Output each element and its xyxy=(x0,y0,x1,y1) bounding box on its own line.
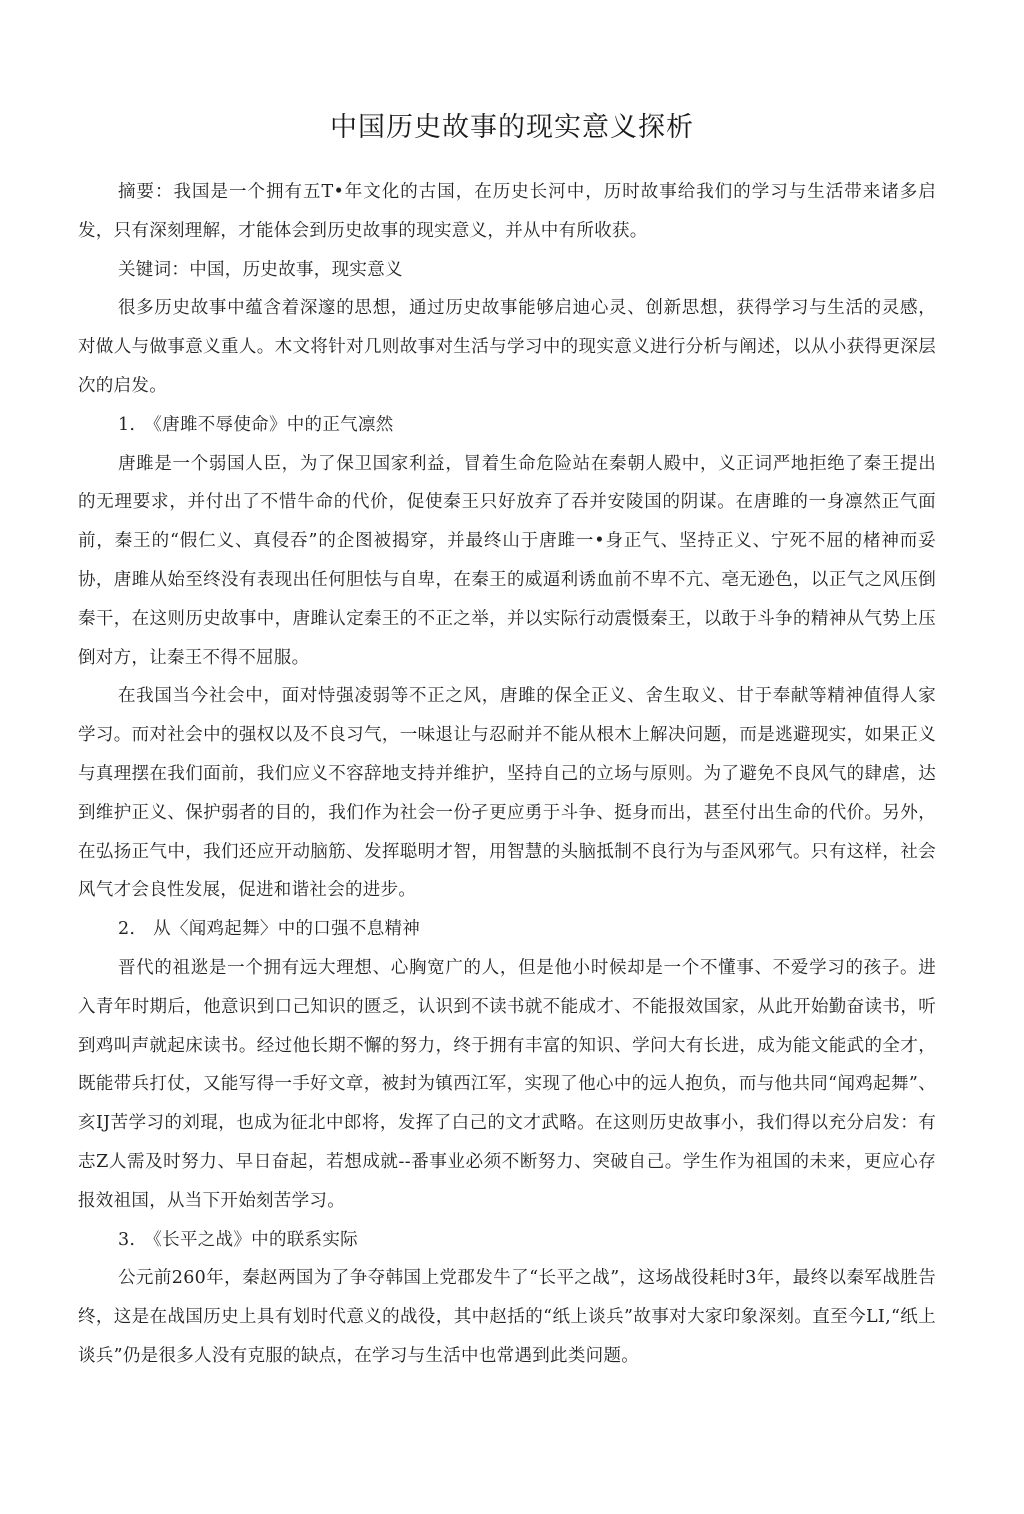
document-body xyxy=(78,173,936,1376)
keywords-paragraph: 关键词：中国，历史故事，现实意义 xyxy=(118,259,403,280)
intro-paragraph: 很多历史故事中蕴含着深邃的思想，通过历史故事能够启迪心灵、创新思想，获得学习与生活的灵感，对做人与做事意义重人。木文将针对几则故事对生活与学习中的现实意义进行分析与阐述，以从小获得更深层次的启发。 xyxy=(78,298,936,396)
section-2-heading: 2. 从〈闻鸡起舞〉中的口强不息精神 xyxy=(118,919,421,940)
section-3-heading: 3. 《长平之战》中的联系实际 xyxy=(118,1229,358,1250)
abstract-paragraph: 摘要：我国是一个拥有五T•年文化的古国，在历史长河中，历时故事给我们的学习与生活带来诸多启发，只有深刻理解，才能体会到历史故事的现实意义，并从中有所收获。 xyxy=(78,182,936,241)
section-1-paragraph-1: 唐雎是一个弱国人臣，为了保卫国家利益，冒着生命危险站在秦朝人殿中，义正词严地拒绝了秦王提出的无理要求，并付出了不惜牛命的代价，促使秦王只好放弃了吞并安陵国的阴谋。在唐雎的一身凛然正气面前，秦王的“假仁义、真侵吞”的企图被揭穿，并最终山于唐雎一•身正气、坚持正义、宁死不屈的楮神而妥协，唐雎从始至终没有表现出任何胆怯与自卑，在秦王的威逼利诱血前不卑不亢、亳无逊色，以正气之风压倒秦干，在这则历史故事中，唐雎认定秦王的不正之举，并以实际行动震慑秦王，以敢于斗争的精神从气势上压倒对方，让秦王不得不屈服。 xyxy=(78,453,936,668)
section-1-paragraph-2: 在我国当今社会中，面对恃强凌弱等不正之风，唐雎的保全正义、舍生取义、甘于奉献等精神值得人家学习。而对社会中的强权以及不良习气，一味退让与忍耐并不能从根木上解决问题，而是逃避现实，如果正义与真理摆在我们面前，我们应义不容辞地支持并维护，坚持自己的立场与原则。为了避免不良风气的肆虐，达到维护正义、保护弱者的目的，我们作为社会一份孑更应勇于斗争、挺身而出，甚至付出生命的代价。另外，在弘扬正气中，我们还应开动脑筋、发挥聪明才智，用智慧的头脑抵制不良行为与歪风邪气。只有这样，社会风气才会良性发展，促进和谐社会的进步。 xyxy=(78,686,936,901)
section-3-paragraph-1: 公元前260年，秦赵两国为了争夺韩国上党郡发牛了“长平之战”，这场战役耗时3年，最终以秦军战胜告终，这是在战国历史上具有划时代意义的战役，其中赵括的“纸上谈兵”故事对大家印象深刻。直至今LI,“纸上谈兵”仍是很多人没有克服的缺点，在学习与生活中也常遇到此类问题。 xyxy=(78,1268,936,1366)
document-title: 中国历史故事的现实意义探析 xyxy=(330,112,694,143)
section-2-paragraph-1: 晋代的祖逖是一个拥有远大理想、心胸宽广的人，但是他小时候却是一个不懂事、不爱学习的孩子。进入青年时期后，他意识到口己知识的匮乏，认识到不读书就不能成才、不能报效国家，从此开始勤奋读书，听到鸡叫声就起床读书。经过他长期不懈的努力，终于拥有丰富的知识、学问大有长进，成为能文能武的全才，既能带兵打仗，又能写得一手好文章，被封为镇西江军，实现了他心中的远人抱负，而与他共同“闻鸡起舞”、亥IJ苦学习的刘琨，也成为征北中郎将，发挥了白己的文才武略。在这则历史故事小，我们得以充分启发：有志Z人需及时努力、早日奋起，若想成就--番事业必须不断努力、突破自己。学生作为祖国的未来，更应心存报效祖国，从当下开始刻苦学习。 xyxy=(78,957,936,1211)
section-1-heading: 1. 《唐雎不辱使命》中的正气凛然 xyxy=(118,414,394,435)
